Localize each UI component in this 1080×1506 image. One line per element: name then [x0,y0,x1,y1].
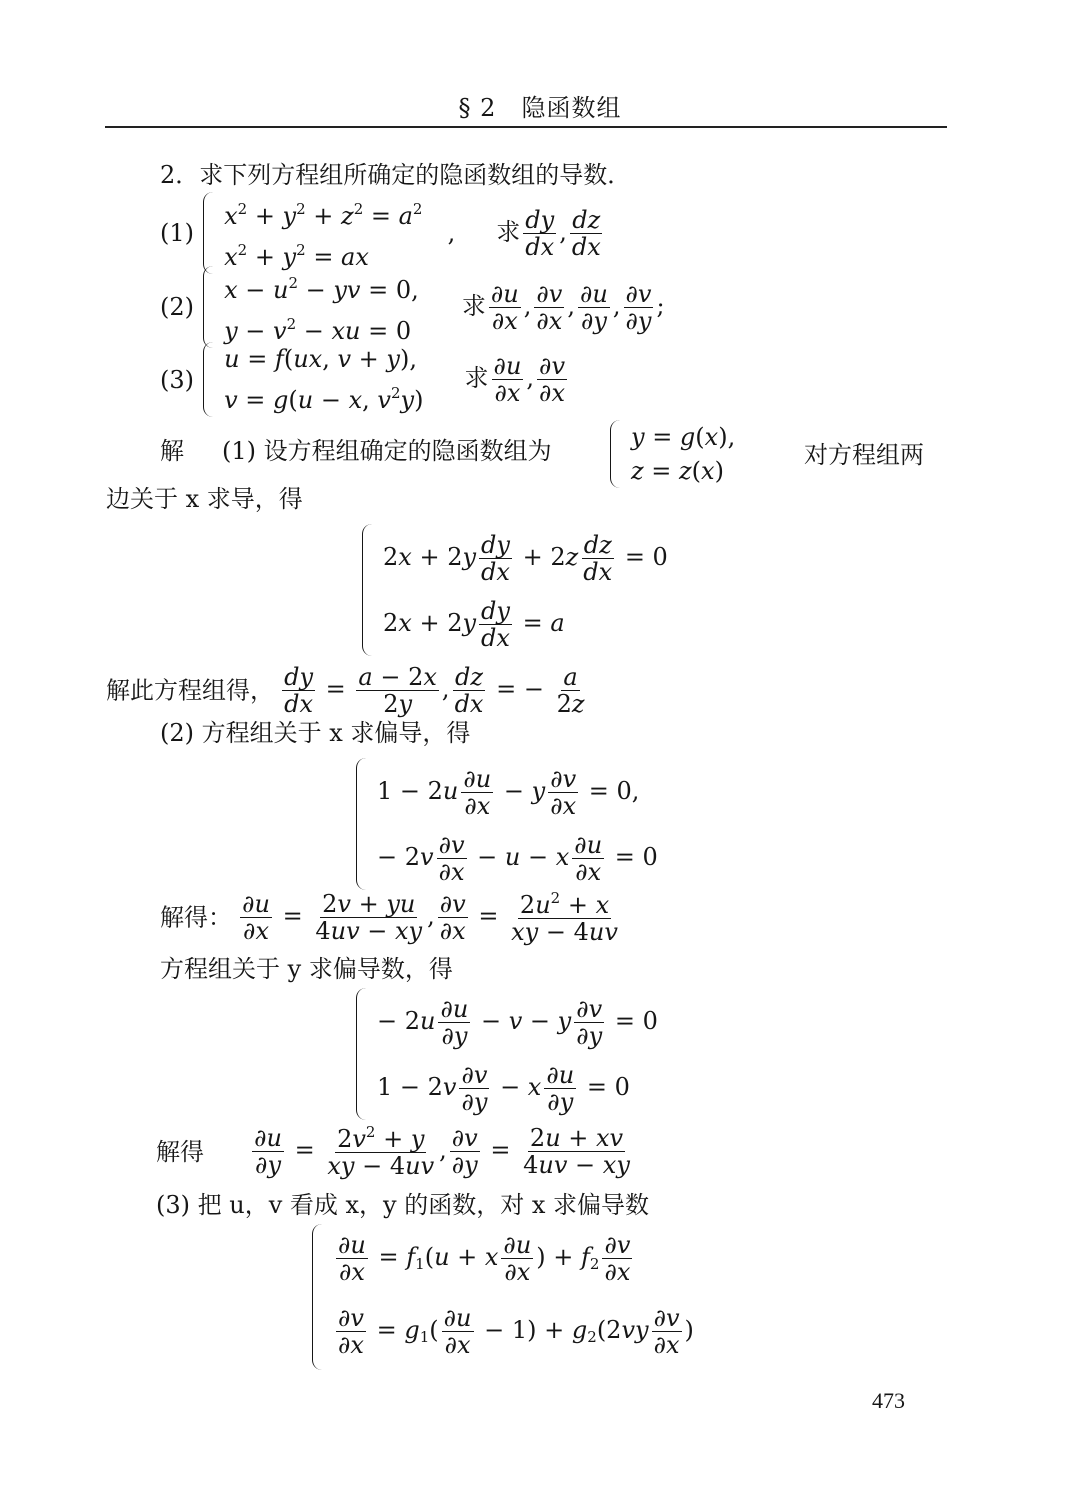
item-2-ask: 求 $\frac{\partial u}{\partial x}$ , $\frac{\partial v}{\partial x}$ , $\frac{\partial u}{\partial y}$ , $\frac{\partial v}{\partial y}$ ; [461,279,665,335]
part2-intro: (2) 方程组关于 x 求偏导，得 [160,719,471,747]
part1-intro-b: 对方程组两 [804,441,924,469]
solution-label: 解 [160,437,184,465]
part1-result: 解此方程组得， $\frac{dy}{dx}$ = $\frac{a - 2x}{2y}$ , $\frac{dz}{dx}$ = − $\frac{a}{2z}$ [106,663,585,718]
part2-y-system: − 2u $\frac{\partial u}{\partial y}$ − v − y $\frac{\partial v}{\partial y}$ = 0 1 − 2v $\frac{\partial v}{\partial y}$ − x $\frac{\partial u}{\partial y}$ = 0 [356,988,658,1120]
item-1-label: (1) [160,219,194,247]
part3-intro: (3) 把 u，v 看成 x，y 的函数，对 x 求偏导数 [156,1191,650,1219]
item-2-label: (2) [160,293,194,321]
problem-item-1: (1) $x^2 + y^2 + z^2 = a^2$ $x^2 + y^2$ = ax , 求 $\frac{dy}{dx}$ , $\frac{dz}{dx}$ [160,192,606,274]
part2-intro-y: 方程组关于 y 求偏导数，得 [160,955,453,983]
part2-x-system: 1 − 2u $\frac{\partial u}{\partial x}$ − y $\frac{\partial v}{\partial x}$ = 0, − 2v $\frac{\partial v}{\partial x}$ − u − x $\frac{\partial u}{\partial x}$ = 0 [356,758,658,890]
part1-intro-c: 边关于 x 求导，得 [106,485,303,513]
item-3-ask: 求 $\frac{\partial u}{\partial x}$ , $\frac{\partial v}{\partial x}$ [464,352,566,407]
item-2-system: $x - u^2$ − yv = 0, $y - v^2$ − xu = 0 [203,266,419,348]
problem-item-2 [160,266,665,348]
page-number: 473 [872,1388,905,1413]
section-header: § 2 隐函数组 [458,94,622,122]
problem-statement: 2．求下列方程组所确定的隐函数组的导数． [160,161,632,189]
part3-system: $\frac{\partial u}{\partial x}$ = $f_1(u + x$ $\frac{\partial u}{\partial x}$ ) + $f_2$ $\frac{\partial v}{\partial x}$ $\frac{\partial v}{\partial x}$ = $g_1$( $\frac{\partial u}{\partial x}$ − $1) + g_2(2vy$ $\frac{\partial v}{\partial x}$ ) [312,1224,694,1370]
item-1-ask: 求 $\frac{dy}{dx}$ , $\frac{dz}{dx}$ [496,205,601,261]
item-3-label: (3) [160,365,194,394]
problem-item-3 [160,342,570,417]
part2-y-result: 解得 $\frac{\partial u}{\partial y}$ = $\frac{2v^2 + y}{xy - 4uv}$ , $\frac{\partial v}{\partial y}$ = $\frac{2u + xv}{4uv - xy}$ [156,1123,630,1180]
part1-intro-a: (1) 设方程组确定的隐函数组为 [222,437,552,465]
item-3-system: u = f(ux, v + y), v = g(u − x, $v^2y$) [203,342,423,417]
header-rule [105,126,947,128]
implicit-functions-system: y = g(x), z = z(x) [610,420,735,488]
part1-derivative-system: 2x + 2y $\frac{dy}{dx}$ + 2z $\frac{dz}{dx}$ = 0 2x + 2y $\frac{dy}{dx}$ = a [362,524,668,656]
part2-x-result: 解得： $\frac{\partial u}{\partial x}$ = $\frac{2v + yu}{4uv - xy}$ , $\frac{\partial v}{\partial x}$ = $\frac{2u^2 + x}{xy - 4uv}$ [160,889,618,946]
item-1-system: $x^2 + y^2 + z^2 = a^2$ $x^2 + y^2$ = ax [203,192,422,274]
